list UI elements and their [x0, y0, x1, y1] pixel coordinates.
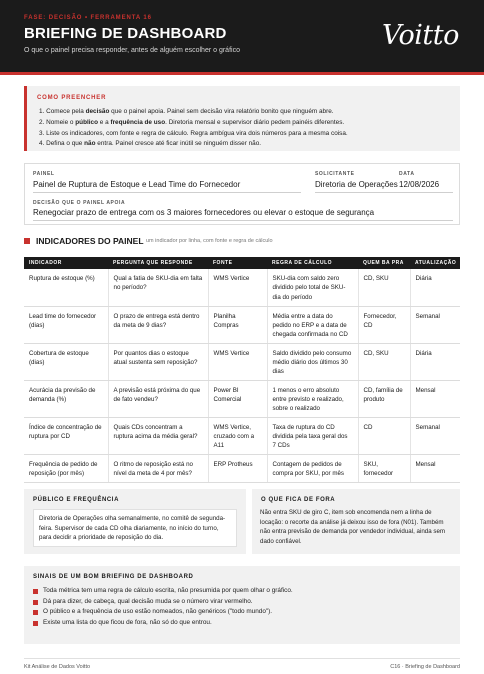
table-cell: Lead time do fornecedor (dias) [24, 306, 108, 343]
table-cell: 1 menos o erro absoluto entre previsto e realizado, sobre o realizado [267, 380, 358, 417]
col-header: FONTE [208, 257, 267, 269]
table-cell: Planilha Compras [208, 306, 267, 343]
decisao-field[interactable]: Renegociar prazo de entrega com os 3 maiores fornecedores ou elevar o estoque de segurança [33, 208, 453, 221]
how-to-item: 1. Comece pela decisão que o painel apoia. Painel sem decisão vira relatório bonito que ninguém abre. [39, 108, 334, 115]
footer-divider [24, 658, 460, 659]
footer-right: C16 · Briefing de Dashboard [390, 664, 460, 670]
voitto-logo: Voitto [382, 20, 459, 51]
signs-title: SINAIS DE UM BOM BRIEFING DE DASHBOARD [33, 574, 194, 580]
table-cell: Ruptura de estoque (%) [24, 269, 108, 306]
table-cell: Cobertura de estoque (dias) [24, 343, 108, 380]
how-to-list [39, 107, 348, 150]
publico-title: PÚBLICO E FREQUÊNCIA [33, 497, 120, 503]
table-cell: A previsão está próxima do que de fato vendeu? [108, 380, 208, 417]
table-cell: SKU, fornecedor [358, 454, 410, 482]
sign-item: O público e a frequência de uso estão nomeados, não genéricos ("todo mundo"). [33, 607, 293, 618]
table-cell: Semanal [410, 306, 460, 343]
table-cell: CD [358, 417, 410, 454]
how-to-panel [24, 86, 460, 151]
section-title: INDICADORES DO PAINEL [36, 236, 144, 246]
footer-left: Kit Análise de Dados Voitto [24, 664, 91, 670]
table-cell: Semanal [410, 417, 460, 454]
data-field[interactable]: 12/08/2026 [399, 180, 453, 193]
solicitante-label: SOLICITANTE [315, 171, 355, 177]
page-subtitle: O que o painel precisa responder, antes de alguém escolher o gráfico [24, 47, 240, 54]
publico-frequencia-panel [24, 489, 246, 554]
page-header [0, 0, 484, 72]
col-header: REGRA DE CÁLCULO [267, 257, 358, 269]
table-cell: Média entre a data do pedido no ERP e a data de chegada confirmada no CD [267, 306, 358, 343]
table-cell: Contagem de pedidos de compra por SKU, por mês [267, 454, 358, 482]
col-header: INDICADOR [24, 257, 108, 269]
table-cell: ERP Protheus [208, 454, 267, 482]
table-cell: O prazo de entrega está dentro da meta de 9 dias? [108, 306, 208, 343]
how-to-item: 2. Nomeie o público e a frequência de uso. Diretoria mensal e supervisor diário pedem painéis diferentes. [39, 118, 345, 126]
table-cell: Por quantos dias o estoque atual sustenta sem reposição? [108, 343, 208, 380]
how-to-item: 3. Liste os indicadores, com fonte e regra de cálculo. Regra ambígua vira dois números para a mesma coisa. [39, 129, 348, 137]
page-title: BRIEFING DE DASHBOARD [24, 25, 227, 42]
table-row [24, 417, 460, 454]
sign-item: Dá para dizer, de cabeça, qual decisão muda se o número virar vermelho. [33, 597, 293, 608]
publico-text[interactable]: Diretoria de Operações olha semanalmente, no comitê de segunda-feira. Supervisor de cada CD olha diariamente, no início do turno, para decidir a prioridade de reposição do dia. [33, 509, 237, 547]
table-cell: Frequência de pedido de reposição (por mês) [24, 454, 108, 482]
briefing-meta-card [24, 163, 460, 225]
table-cell: WMS Vertice, cruzado com a A11 [208, 417, 267, 454]
table-cell: Fornecedor, CD [358, 306, 410, 343]
fora-text[interactable]: Não entra SKU de giro C, item sob encomenda nem a linha de locação: o recorte da análise já deixou isso de fora (N01). Também não entra previsão de demanda por vendedor individual, ainda sem dado confiável. [260, 509, 446, 545]
painel-label: PAINEL [33, 171, 55, 177]
fica-de-fora-panel [252, 489, 460, 554]
solicitante-field[interactable]: Diretoria de Operações [315, 180, 411, 193]
table-cell: Índice de concentração de ruptura por CD [24, 417, 108, 454]
header-accent-bar [0, 72, 484, 75]
table-cell: Mensal [410, 380, 460, 417]
table-cell: CD, SKU [358, 269, 410, 306]
painel-field[interactable]: Painel de Ruptura de Estoque e Lead Time do Fornecedor [33, 180, 301, 193]
table-row [24, 306, 460, 343]
data-label: DATA [399, 171, 415, 177]
table-cell: Diária [410, 269, 460, 306]
fora-title: O QUE FICA DE FORA [261, 497, 336, 503]
col-header: PERGUNTA QUE RESPONDE [108, 257, 208, 269]
header-kicker: FASE: DECISÃO • FERRAMENTA 16 [24, 15, 152, 21]
table-cell: Power BI Comercial [208, 380, 267, 417]
indicators-table [24, 257, 460, 483]
table-cell: SKU-dia com saldo zero dividido pelo total de SKU-dia do período [267, 269, 358, 306]
table-row [24, 454, 460, 482]
section-note: um indicador por linha, com fonte e regra de cálculo [146, 238, 273, 244]
table-cell: Quais CDs concentram a ruptura acima da média geral? [108, 417, 208, 454]
section-marker [24, 238, 30, 244]
table-cell: O ritmo de reposição está no nível da meta de 4 por mês? [108, 454, 208, 482]
table-row [24, 343, 460, 380]
good-briefing-signs-panel [24, 566, 460, 644]
col-header: QUEM BA PRA [358, 257, 410, 269]
sign-item: Existe uma lista do que ficou de fora, não só do que entrou. [33, 618, 293, 629]
decisao-label: DECISÃO QUE O PAINEL APOIA [33, 200, 126, 206]
signs-list [33, 586, 293, 628]
col-header: ATUALIZAÇÃO [410, 257, 460, 269]
table-cell: CD, SKU [358, 343, 410, 380]
table-cell: WMS Vertice [208, 269, 267, 306]
table-cell: Qual a fatia de SKU-dia em falta no período? [108, 269, 208, 306]
table-cell: WMS Vertice [208, 343, 267, 380]
sign-item: Toda métrica tem uma regra de cálculo escrita, não presumida por quem olhar o gráfico. [33, 586, 293, 597]
table-row [24, 380, 460, 417]
table-header-row [24, 257, 460, 269]
table-row [24, 269, 460, 306]
table-cell: Taxa de ruptura do CD dividida pela taxa geral dos 7 CDs [267, 417, 358, 454]
table-cell: Diária [410, 343, 460, 380]
table-cell: CD, família de produto [358, 380, 410, 417]
how-to-item: 4. Defina o que não entra. Painel cresce até ficar inútil se ninguém disser não. [39, 140, 262, 148]
how-to-title: COMO PREENCHER [37, 95, 107, 101]
table-cell: Acurácia da previsão de demanda (%) [24, 380, 108, 417]
table-cell: Mensal [410, 454, 460, 482]
table-cell: Saldo dividido pelo consumo médio diário dos últimos 30 dias [267, 343, 358, 380]
